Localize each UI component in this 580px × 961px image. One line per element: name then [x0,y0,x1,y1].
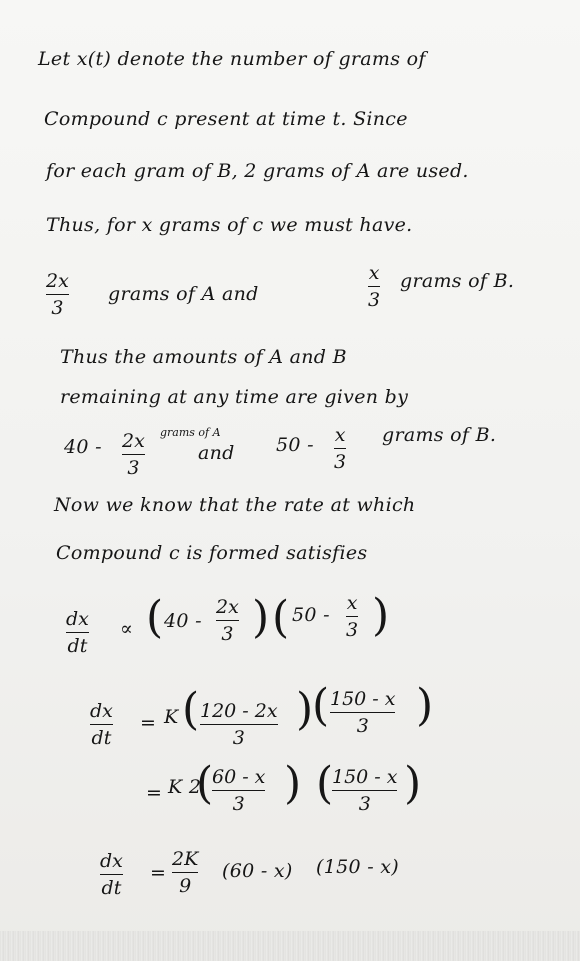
fraction-bar [172,872,198,873]
text-line: Compound c present at time t. Since [44,108,408,130]
fraction-60-minus-x-over-3 [212,766,265,815]
text-fragment: grams of A and [108,283,259,305]
text-line: for each gram of B, 2 grams of A are used. [46,160,469,182]
numerator: x [334,424,346,446]
paren-open: ( [146,592,164,643]
fraction-120-minus-2x-over-3 [200,700,278,749]
fraction-2x-over-3 [216,596,239,645]
numerator: x [346,592,358,614]
constant-k: K [164,706,179,728]
paren-close: ) [252,592,270,643]
derivative-dx-dt [66,608,89,657]
derivative-dx-dt [90,700,113,749]
text-line: Now we know that the rate at which [54,494,416,516]
numerator: dx [100,850,123,872]
factor-60-minus-x: (60 - x) [222,860,293,882]
numerator: 2K [172,848,199,870]
fraction-x-over-3 [368,262,380,311]
denominator: 3 [346,619,359,641]
denominator: 3 [221,623,234,645]
paren-close: ) [372,590,390,641]
numerator: 150 - x [330,688,396,710]
paren-close: ) [284,758,302,809]
denominator: 9 [179,875,192,897]
text-fragment: 50 - [276,434,314,456]
denominator: 3 [127,457,140,479]
numerator: 150 - x [332,766,398,788]
text-fragment: 40 - [64,436,102,458]
fraction-bar [46,294,69,295]
fraction-150-minus-x-over-3 [330,688,395,737]
paren-open: ( [272,592,290,643]
paren-open: ( [316,758,334,809]
numerator: x [368,262,380,284]
text-line: Thus, for x grams of c we must have. [46,214,413,236]
fraction-bar [346,616,358,617]
text-fragment: grams of B. [382,424,497,446]
equals-sign: = [146,782,163,804]
denominator: 3 [368,289,381,311]
equals-sign: = [140,712,157,734]
text-fragment: grams of B. [400,270,515,292]
fraction-2k-over-9 [172,848,198,897]
proportional-symbol: ∝ [120,618,134,640]
text-fragment: 50 - [292,604,330,626]
denominator: 3 [232,727,245,749]
denominator: 3 [358,793,371,815]
fraction-x-over-3 [334,424,346,473]
denominator: 3 [356,715,369,737]
annotation-grams-of-a: grams of A [160,426,221,439]
fraction-bar [332,790,397,791]
fraction-bar [334,448,346,449]
denominator: 3 [51,297,64,319]
text-fragment: 40 - [164,610,202,632]
fraction-bar [212,790,265,791]
fraction-bar [66,632,89,633]
paren-close: ) [404,758,422,809]
fraction-150-minus-x-over-3 [332,766,397,815]
text-line: Let x(t) denote the number of grams of [38,48,426,70]
fraction-2x-over-3 [46,270,69,319]
numerator: 120 - 2x [200,700,278,722]
fraction-bar [330,712,395,713]
fraction-2x-over-3 [122,430,145,479]
paren-close: ) [416,680,434,731]
factor-150-minus-x: (150 - x) [316,856,400,878]
numerator: 60 - x [212,766,266,788]
text-line: Thus the amounts of A and B [60,346,347,368]
fraction-bar [216,620,239,621]
denominator: dt [101,877,122,899]
numerator: 2x [46,270,69,292]
derivative-dx-dt [100,850,123,899]
fraction-bar [90,724,113,725]
numerator: dx [90,700,113,722]
denominator: dt [91,727,112,749]
numerator: 2x [122,430,145,452]
fraction-x-over-3 [346,592,358,641]
paren-close: ) [296,684,314,735]
constant-k2: K 2 [168,776,202,798]
fraction-bar [122,454,145,455]
text-line: remaining at any time are given by [60,386,409,408]
fraction-bar [368,286,380,287]
denominator: 3 [232,793,245,815]
numerator: 2x [216,596,239,618]
denominator: 3 [334,451,347,473]
equals-sign: = [150,862,167,884]
paren-open: ( [196,758,214,809]
paren-open: ( [312,680,330,731]
numerator: dx [66,608,89,630]
paren-open: ( [182,684,200,735]
text-line: Compound c is formed satisfies [56,542,368,564]
denominator: dt [67,635,88,657]
fraction-bar [100,874,123,875]
text-fragment: and [198,442,235,464]
fraction-bar [200,724,278,725]
paper-scan-edge [0,931,580,961]
